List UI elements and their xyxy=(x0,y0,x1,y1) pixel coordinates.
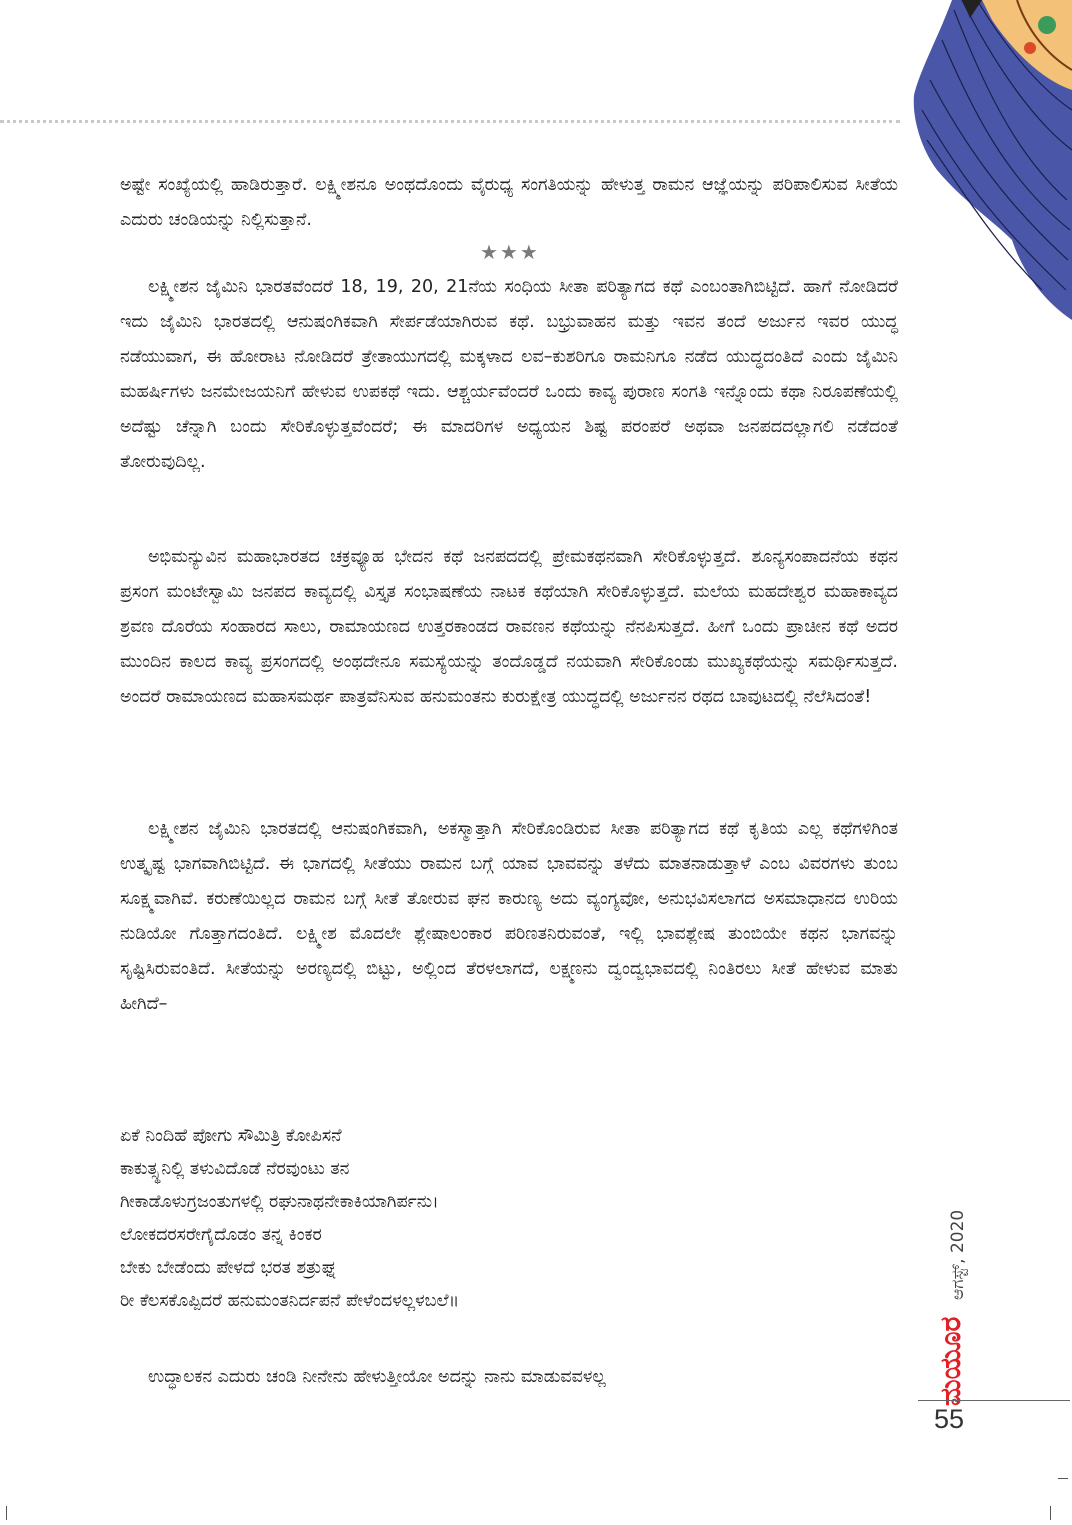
poem-line: ಲೋಕದರಸರೇಗೈದೊಡಂ ತನ್ನ ಕಿಂಕರ xyxy=(120,1225,322,1245)
issue-date-text: ಆಗಸ್ಟ್, 2020 xyxy=(948,1209,968,1300)
paragraph-1: ಲಕ್ಷ್ಮೀಶನ ಜೈಮಿನಿ ಭಾರತವೆಂದರೆ 18, 19, 20, 21ನೆಯ ಸಂಧಿಯ ಸೀತಾ ಪರಿತ್ಯಾಗದ ಕಥೆ ಎಂಬಂತಾಗಿಬಿಟ್ಟಿದೆ. ಹಾಗೆ ನೋಡಿದರೆ ಇದು ಜೈಮಿನಿ ಭಾರತದಲ್ಲಿ ಆನುಷಂಗಿಕವಾಗಿ ಸೇರ್ಪಡೆಯಾಗಿರುವ ಕಥೆ. ಬಭ್ರುವಾಹನ ಮತ್ತು ಇವನ ತಂದೆ ಅರ್ಜುನ ಇವರ ಯುದ್ಧ ನಡೆಯುವಾಗ, ಈ ಹೋರಾಟ ನೋಡಿದರೆ ತ್ರೇತಾಯುಗದಲ್ಲಿ ಮಕ್ಕಳಾದ ಲವ–ಕುಶರಿಗೂ ರಾಮನಿಗೂ ನಡೆದ ಯುದ್ಧದಂತಿದೆ ಎಂದು ಜೈಮಿನಿ ಮಹರ್ಷಿಗಳು ಜನಮೇಜಯನಿಗೆ ಹೇಳುವ ಉಪಕಥೆ ಇದು. ಆಶ್ಚರ್ಯವೆಂದರೆ ಒಂದು ಕಾವ್ಯ ಪುರಾಣ ಸಂಗತಿ ಇನ್ನೊಂದು ಕಥಾ ನಿರೂಪಣೆಯಲ್ಲಿ ಅದೆಷ್ಟು ಚೆನ್ನಾಗಿ ಬಂದು ಸೇರಿಕೊಳ್ಳುತ್ತವೆಂದರೆ; ಈ ಮಾದರಿಗಳ ಅಧ್ಯಯನ ಶಿಷ್ಟ ಪರಂಪರೆ ಅಥವಾ ಜನಪದದಲ್ಲಾಗಲಿ ನಡೆದಂತೆ ತೋರುವುದಿಲ್ಲ. xyxy=(120,277,898,472)
section-separator-stars: ★★★ xyxy=(480,240,540,264)
crop-mark xyxy=(1058,1478,1068,1479)
page-number: 55 xyxy=(934,1404,965,1434)
poem-line: ಕಾಕುತ್ಸ್ಥನಿಲ್ಲಿ ತಳುವಿದೊಡೆ ನೆರವುಂಟು ತನ xyxy=(120,1159,350,1179)
poem-line: ರೀ ಕೆಲಸಕೊಪ್ಪಿದರೆ ಹನುಮಂತನಿರ್ದಪನೆ ಪೇಳೆಂದಳಲ್ಲಳಬಲೆ॥ xyxy=(120,1291,460,1311)
paragraph-2: ಅಭಿಮನ್ಯುವಿನ ಮಹಾಭಾರತದ ಚಕ್ರವ್ಯೂಹ ಭೇದನ ಕಥೆ ಜನಪದದಲ್ಲಿ ಪ್ರೇಮಕಥನವಾಗಿ ಸೇರಿಕೊಳ್ಳುತ್ತದೆ. ಶೂನ್ಯಸಂಪಾದನೆಯ ಕಥನ ಪ್ರಸಂಗ ಮಂಟೇಸ್ವಾಮಿ ಜನಪದ ಕಾವ್ಯದಲ್ಲಿ ವಿಸ್ತೃತ ಸಂಭಾಷಣೆಯ ನಾಟಕ ಕಥೆಯಾಗಿ ಸೇರಿಕೊಳ್ಳುತ್ತದೆ. ಮಲೆಯ ಮಹದೇಶ್ವರ ಮಹಾಕಾವ್ಯದ ಶ್ರವಣ ದೊರೆಯ ಸಂಹಾರದ ಸಾಲು, ರಾಮಾಯಣದ ಉತ್ತರಕಾಂಡದ ರಾವಣನ ಕಥೆಯನ್ನು ನೆನಪಿಸುತ್ತದೆ. ಹೀಗೆ ಒಂದು ಪ್ರಾಚೀನ ಕಥೆ ಅದರ ಮುಂದಿನ ಕಾಲದ ಕಾವ್ಯ ಪ್ರಸಂಗದಲ್ಲಿ ಅಂಥದೇನೂ ಸಮಸ್ಯೆಯನ್ನು ತಂದೊಡ್ಡದೆ ನಯವಾಗಿ ಸೇರಿಕೊಂಡು ಮುಖ್ಯಕಥೆಯನ್ನು ಸಮರ್ಥಿಸುತ್ತದೆ. ಅಂದರೆ ರಾಮಾಯಣದ ಮಹಾಸಮರ್ಥ ಪಾತ್ರವೆನಿಸುವ ಹನುಮಂತನು ಕುರುಕ್ಷೇತ್ರ ಯುದ್ಧದಲ್ಲಿ ಅರ್ಜುನನ ರಥದ ಬಾವುಟದಲ್ಲಿ ನೆಲೆಸಿದಂತೆ! xyxy=(120,547,898,707)
paragraph-intro: ಅಷ್ಟೇ ಸಂಖ್ಯೆಯಲ್ಲಿ ಹಾಡಿರುತ್ತಾರೆ. ಲಕ್ಷ್ಮೀಶನೂ ಅಂಥದೊಂದು ವೈರುಧ್ಯ ಸಂಗತಿಯನ್ನು ಹೇಳುತ್ತ ರಾಮನ ಆಜ್ಞೆಯನ್ನು ಪರಿಪಾಲಿಸುವ ಸೀತೆಯ ಎದುರು ಚಂಡಿಯನ್ನು ನಿಲ್ಲಿಸುತ್ತಾನೆ. xyxy=(120,175,898,230)
paragraph-4: ಉದ್ಧಾಲಕನ ಎದುರು ಚಂಡಿ ನೀನೇನು ಹೇಳುತ್ತೀಯೋ ಅದನ್ನು ನಾನು ಮಾಡುವವಳಲ್ಲ xyxy=(148,1367,606,1387)
poem-block xyxy=(120,1120,820,1318)
paragraph-3: ಲಕ್ಷ್ಮೀಶನ ಜೈಮಿನಿ ಭಾರತದಲ್ಲಿ ಆನುಷಂಗಿಕವಾಗಿ, ಅಕಸ್ಮಾತ್ತಾಗಿ ಸೇರಿಕೊಂಡಿರುವ ಸೀತಾ ಪರಿತ್ಯಾಗದ ಕಥೆ ಕೃತಿಯ ಎಲ್ಲ ಕಥೆಗಳಿಗಿಂತ ಉತ್ಕೃಷ್ಟ ಭಾಗವಾಗಿಬಿಟ್ಟಿದೆ. ಈ ಭಾಗದಲ್ಲಿ ಸೀತೆಯು ರಾಮನ ಬಗ್ಗೆ ಯಾವ ಭಾವವನ್ನು ತಳೆದು ಮಾತನಾಡುತ್ತಾಳೆ ಎಂಬ ವಿವರಗಳು ತುಂಬ ಸೂಕ್ಷ್ಮವಾಗಿವೆ. ಕರುಣೆಯಿಲ್ಲದ ರಾಮನ ಬಗ್ಗೆ ಸೀತೆ ತೋರುವ ಘನ ಕಾರುಣ್ಯ ಅದು ವ್ಯಂಗ್ಯವೋ, ಅನುಭವಿಸಲಾಗದ ಅಸಮಾಧಾನದ ಉರಿಯ ನುಡಿಯೋ ಗೊತ್ತಾಗದಂತಿದೆ. ಲಕ್ಷ್ಮೀಶ ಮೊದಲೇ ಶ್ಲೇಷಾಲಂಕಾರ ಪರಿಣತನಿರುವಂತೆ, ಇಲ್ಲಿ ಭಾವಶ್ಲೇಷ ತುಂಬಿಯೇ ಕಥನ ಭಾಗವನ್ನು ಸೃಷ್ಟಿಸಿರುವಂತಿದೆ. ಸೀತೆಯನ್ನು ಅರಣ್ಯದಲ್ಲಿ ಬಿಟ್ಟು, ಅಲ್ಲಿಂದ ತೆರಳಲಾಗದೆ, ಲಕ್ಷ್ಮಣನು ದ್ವಂದ್ವಭಾವದಲ್ಲಿ ನಿಂತಿರಲು ಸೀತೆ ಹೇಳುವ ಮಾತು ಹೀಗಿದೆ– xyxy=(120,819,898,1014)
dotted-divider xyxy=(0,120,900,123)
magazine-logo-text: ಮಯೂರ xyxy=(934,1316,967,1406)
poem-line: ಗೀಕಾಡೊಳುಗ್ರಜಂತುಗಳಲ್ಲಿ ರಘುನಾಥನೇಕಾಕಿಯಾಗಿರ್ಪನು। xyxy=(120,1192,439,1212)
crop-mark xyxy=(1050,1506,1051,1520)
crop-mark xyxy=(6,1506,7,1520)
issue-date xyxy=(928,1110,968,1300)
page-number-rule xyxy=(918,1400,1070,1401)
poem-line: ಬೇಕು ಬೇಡೆಂದು ಪೇಳದೆ ಭರತ ಶತ್ರುಘ್ನ xyxy=(120,1258,338,1278)
poem-line: ಏಕೆ ನಿಂದಿಹೆ ಪೋಗು ಸೌಮಿತ್ರಿ ಕೋಪಿಸನೆ xyxy=(120,1126,342,1146)
magazine-logo xyxy=(928,1310,972,1410)
